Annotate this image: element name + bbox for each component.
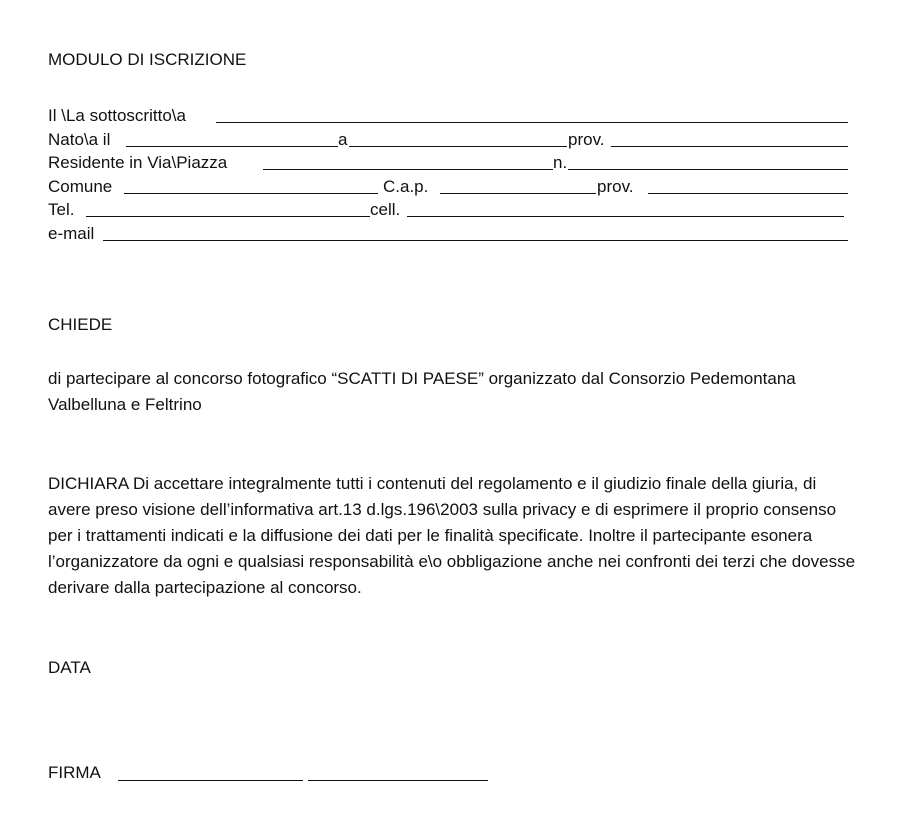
partecipazione-paragraph: di partecipare al concorso fotografico “SCATTI DI PAESE” organizzato dal Consorzio Pedemontana Valbelluna e Feltrino <box>48 369 796 414</box>
field-cap-line[interactable] <box>440 193 596 194</box>
field-tel-line[interactable] <box>86 216 370 217</box>
label-numero: n. <box>553 153 568 172</box>
field-prov-residenza-line[interactable] <box>648 193 848 194</box>
row-sottoscritto <box>48 104 848 128</box>
label-prov-residenza: prov. <box>597 176 634 196</box>
row-email <box>48 222 848 246</box>
field-luogo-nascita-line[interactable] <box>349 146 567 147</box>
row-nascita <box>48 128 848 152</box>
field-prov-nascita-line[interactable] <box>611 146 848 147</box>
field-numero-line[interactable] <box>568 169 848 170</box>
label-prov-nascita: prov. <box>568 129 605 149</box>
field-email-line[interactable] <box>103 240 848 241</box>
field-via-line[interactable] <box>263 169 553 170</box>
label-sottoscritto: Il \La sottoscritto\a <box>48 106 186 125</box>
form-title: MODULO DI ISCRIZIONE <box>48 50 247 69</box>
field-comune-line[interactable] <box>124 193 378 194</box>
row-telefono <box>48 198 848 222</box>
field-cell-line[interactable] <box>407 216 844 217</box>
field-data-nascita-line[interactable] <box>126 146 338 147</box>
label-cap: C.a.p. <box>383 176 429 196</box>
label-residente: Residente in Via\Piazza <box>48 153 228 172</box>
label-tel: Tel. <box>48 200 75 219</box>
label-nato: Nato\a il <box>48 129 111 149</box>
dichiarazione-paragraph: DICHIARA Di accettare integralmente tutti i contenuti del regolamento e il giudizio finale della giuria, di avere preso visione dell’informativa art.13 d.lgs.196\2003 sulla privacy e di esprimere il proprio consenso per i trattamenti indicati e la diffusione dei dati per le finalità specificate. Inoltre il partecipante esonera l’organizzatore da ogni e qualsiasi responsabilità e\o obbligazione anche nei confronti dei terzi che dovesse derivare dalla partecipazione al concorso. <box>48 474 856 597</box>
chiede-heading: CHIEDE <box>48 315 113 334</box>
label-comune: Comune <box>48 176 113 196</box>
row-comune <box>48 175 848 199</box>
field-nome-line[interactable] <box>216 122 848 123</box>
firma-line-2[interactable] <box>308 780 488 781</box>
label-cell: cell. <box>370 200 401 219</box>
data-label: DATA <box>48 658 91 677</box>
label-a: a <box>338 129 348 149</box>
row-residenza <box>48 151 848 175</box>
firma-line-1[interactable] <box>118 780 303 781</box>
firma-label: FIRMA <box>48 763 101 782</box>
label-email: e-mail <box>48 223 95 243</box>
personal-data-fields <box>48 104 848 245</box>
